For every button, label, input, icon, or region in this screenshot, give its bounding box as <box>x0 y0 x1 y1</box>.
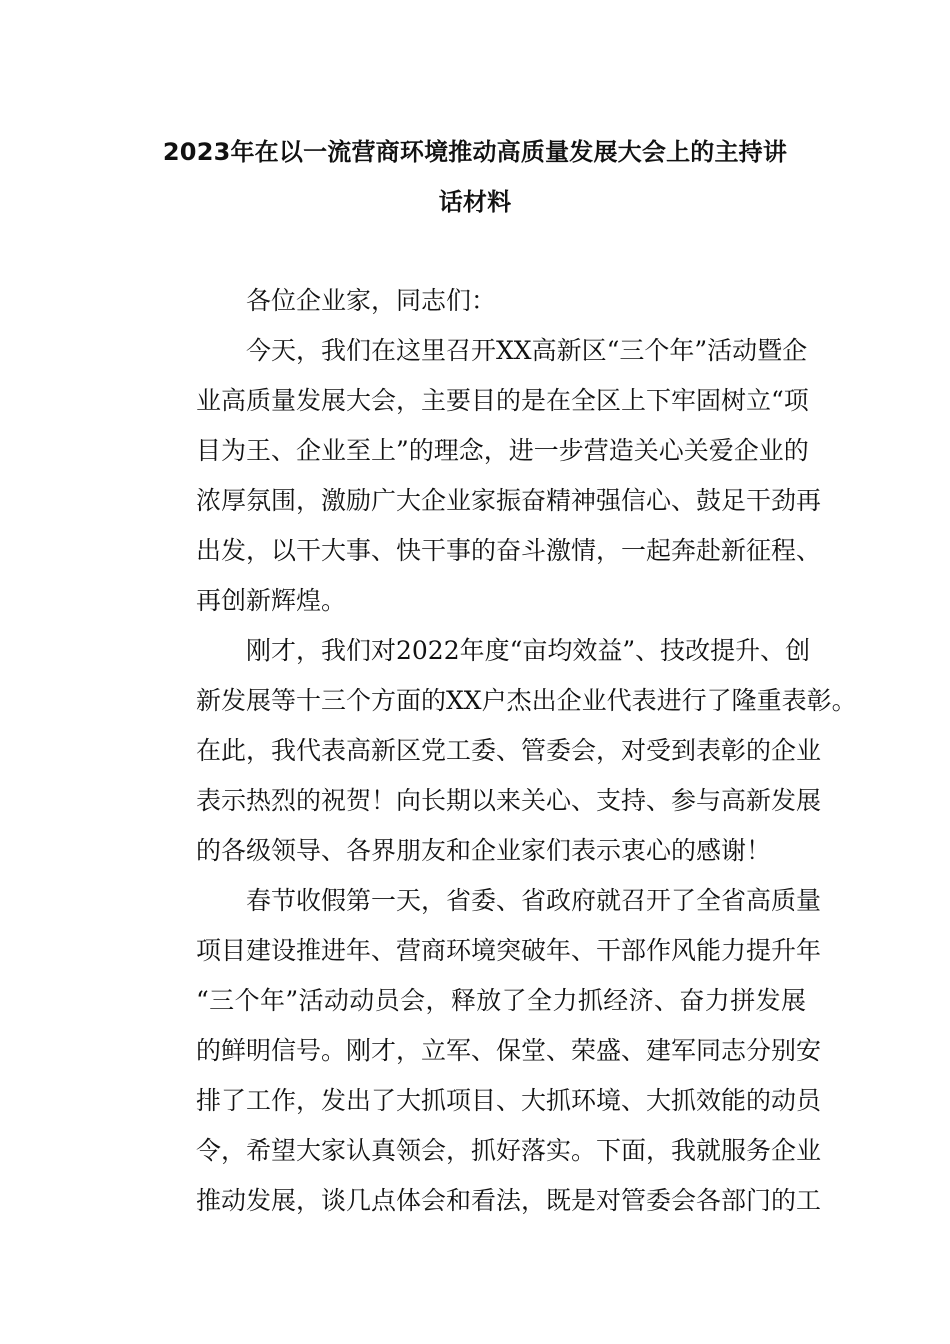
text-line: 今天，我们在这里召开XX高新区“三个年”活动暨企 <box>246 336 808 365</box>
title-line: 2023年在以一流营商环境推动高质量发展大会上的主持讲 <box>162 138 788 166</box>
text-line: 出发，以干大事、快干事的奋斗激情，一起奔赴新征程、 <box>196 536 822 565</box>
text-line: 业高质量发展大会，主要目的是在全区上下牢固树立“项 <box>196 386 809 415</box>
text-line: 项目建设推进年、营商环境突破年、干部作风能力提升年 <box>196 936 822 965</box>
document-title <box>140 127 810 227</box>
text-line: 各位企业家，同志们： <box>246 286 497 315</box>
text-line: 推动发展，谈几点体会和看法，既是对管委会各部门的工 <box>196 1186 822 1215</box>
text-line: “三个年”活动动员会，释放了全力抓经济、奋力拼发展 <box>196 986 806 1015</box>
paragraph <box>146 626 857 876</box>
text-line: 令，希望大家认真领会，抓好落实。下面，我就服务企业 <box>196 1136 822 1165</box>
text-line: 刚才，我们对2022年度“亩均效益”、技改提升、创 <box>246 636 811 665</box>
text-line: 的鲜明信号。刚才，立军、保堂、荣盛、建军同志分别安 <box>196 1036 822 1065</box>
text-line: 再创新辉煌。 <box>196 586 347 615</box>
text-line: 的各级领导、各界朋友和企业家们表示衷心的感谢！ <box>196 836 772 865</box>
text-line: 新发展等十三个方面的XX户杰出企业代表进行了隆重表彰。 <box>196 686 857 715</box>
text-line: 目为王、企业至上”的理念，进一步营造关心关爱企业的 <box>196 436 809 465</box>
text-line: 在此，我代表高新区党工委、管委会，对受到表彰的企业 <box>196 736 822 765</box>
paragraph-salutation <box>146 276 806 326</box>
paragraph <box>146 326 822 626</box>
document-body <box>146 276 857 1226</box>
text-line: 表示热烈的祝贺！向长期以来关心、支持、参与高新发展 <box>196 786 822 815</box>
paragraph <box>146 876 822 1226</box>
text-line: 排了工作，发出了大抓项目、大抓环境、大抓效能的动员 <box>196 1086 822 1115</box>
title-line: 话材料 <box>438 188 512 216</box>
text-line: 春节收假第一天，省委、省政府就召开了全省高质量 <box>246 886 822 915</box>
text-line: 浓厚氛围，激励广大企业家振奋精神强信心、鼓足干劲再 <box>196 486 822 515</box>
